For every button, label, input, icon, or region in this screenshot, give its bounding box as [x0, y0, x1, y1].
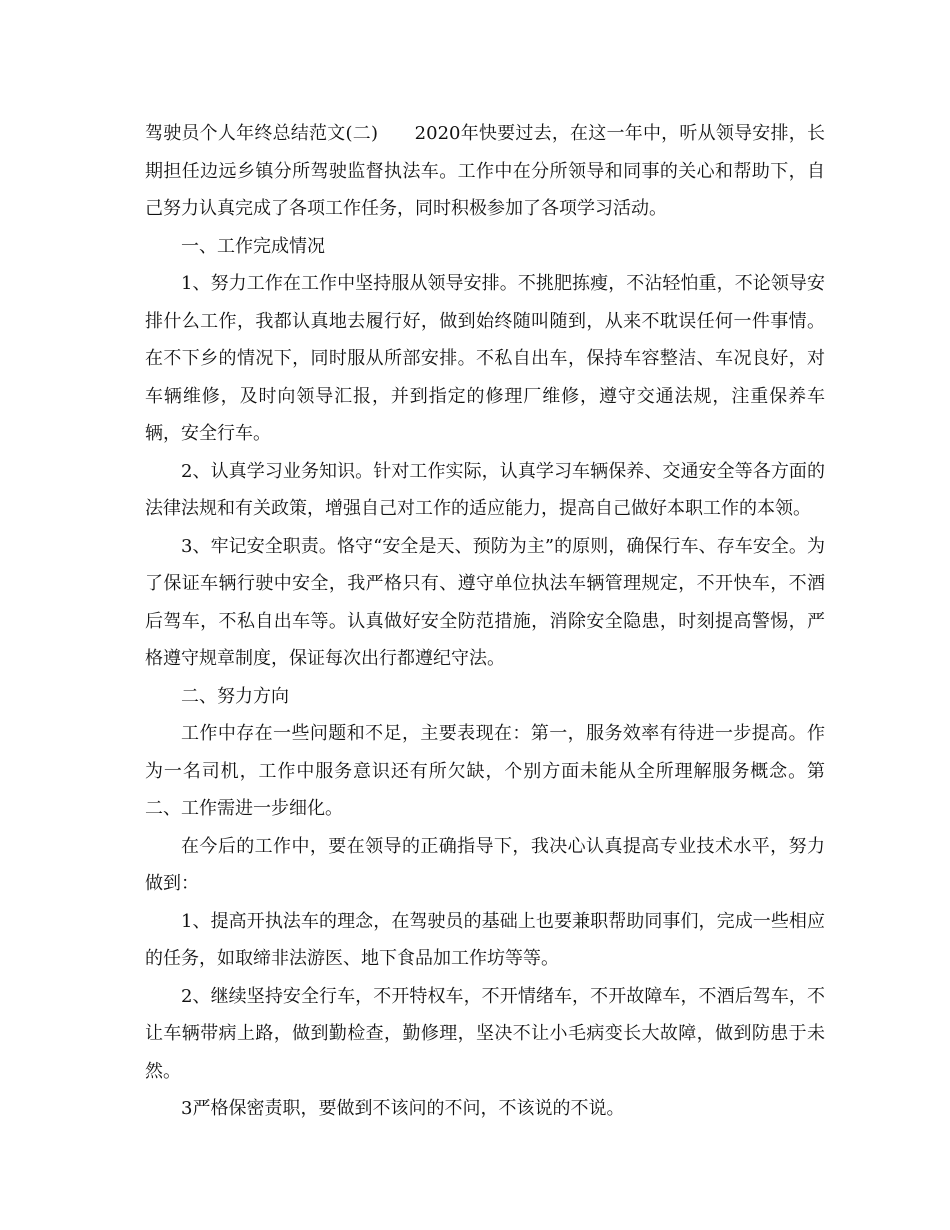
document-page — [145, 115, 825, 1128]
paragraph-3: 3、牢记安全职责。恪守“安全是天、预防为主”的原则，确保行车、存车安全。为了保证车辆行驶中安全，我严格只有、遵守单位执法车辆管理规定，不开快车，不酒后驾车，不私自出车等。认真做好安全防范措施，消除安全隐患，时刻提高警惕，严格遵守规章制度，保证每次出行都遵纪守法。 — [145, 535, 825, 669]
title-paragraph: 驾驶员个人年终总结范文(二) 2020年快要过去，在这一年中，听从领导安排，长期担任边远乡镇分所驾驶监督执法车。工作中在分所领导和同事的关心和帮助下，自己努力认真完成了各项工作任务，同时积极参加了各项学习活动。 — [145, 123, 825, 219]
paragraph-5: 在今后的工作中，要在领导的正确指导下，我决心认真提高专业技术水平，努力做到： — [145, 835, 825, 894]
paragraph-1: 1、努力工作在工作中坚持服从领导安排。不挑肥拣瘦，不沾轻怕重，不论领导安排什么工作，我都认真地去履行好，做到始终随叫随到，从来不耽误任何一件事情。在不下乡的情况下，同时服从所部安排。不私自出车，保持车容整洁、车况良好，对车辆维修，及时向领导汇报，并到指定的修理厂维修，遵守交通法规，注重保养车辆，安全行车。 — [145, 273, 825, 444]
paragraph-4: 工作中存在一些问题和不足，主要表现在：第一，服务效率有待进一步提高。作为一名司机，工作中服务意识还有所欠缺，个别方面未能从全所理解服务概念。第二、工作需进一步细化。 — [145, 723, 825, 819]
paragraph-8: 3严格保密责职，要做到不该问的不问，不该说的不说。 — [181, 1098, 625, 1119]
paragraph-7: 2、继续坚持安全行车，不开特权车，不开情绪车，不开故障车，不酒后驾车，不让车辆带病上路，做到勤检查，勤修理，坚决不让小毛病变长大故障，做到防患于未然。 — [145, 985, 825, 1082]
section-heading-direction: 二、努力方向 — [181, 685, 289, 707]
paragraph-6: 1、提高开执法车的理念，在驾驶员的基础上也要兼职帮助同事们，完成一些相应的任务，如取缔非法游医、地下食品加工作坊等等。 — [145, 910, 825, 969]
section-heading-work-completion: 一、工作完成情况 — [181, 235, 325, 257]
paragraph-2: 2、认真学习业务知识。针对工作实际，认真学习车辆保养、交通安全等各方面的法律法规和有关政策，增强自己对工作的适应能力，提高自己做好本职工作的本领。 — [145, 460, 825, 519]
